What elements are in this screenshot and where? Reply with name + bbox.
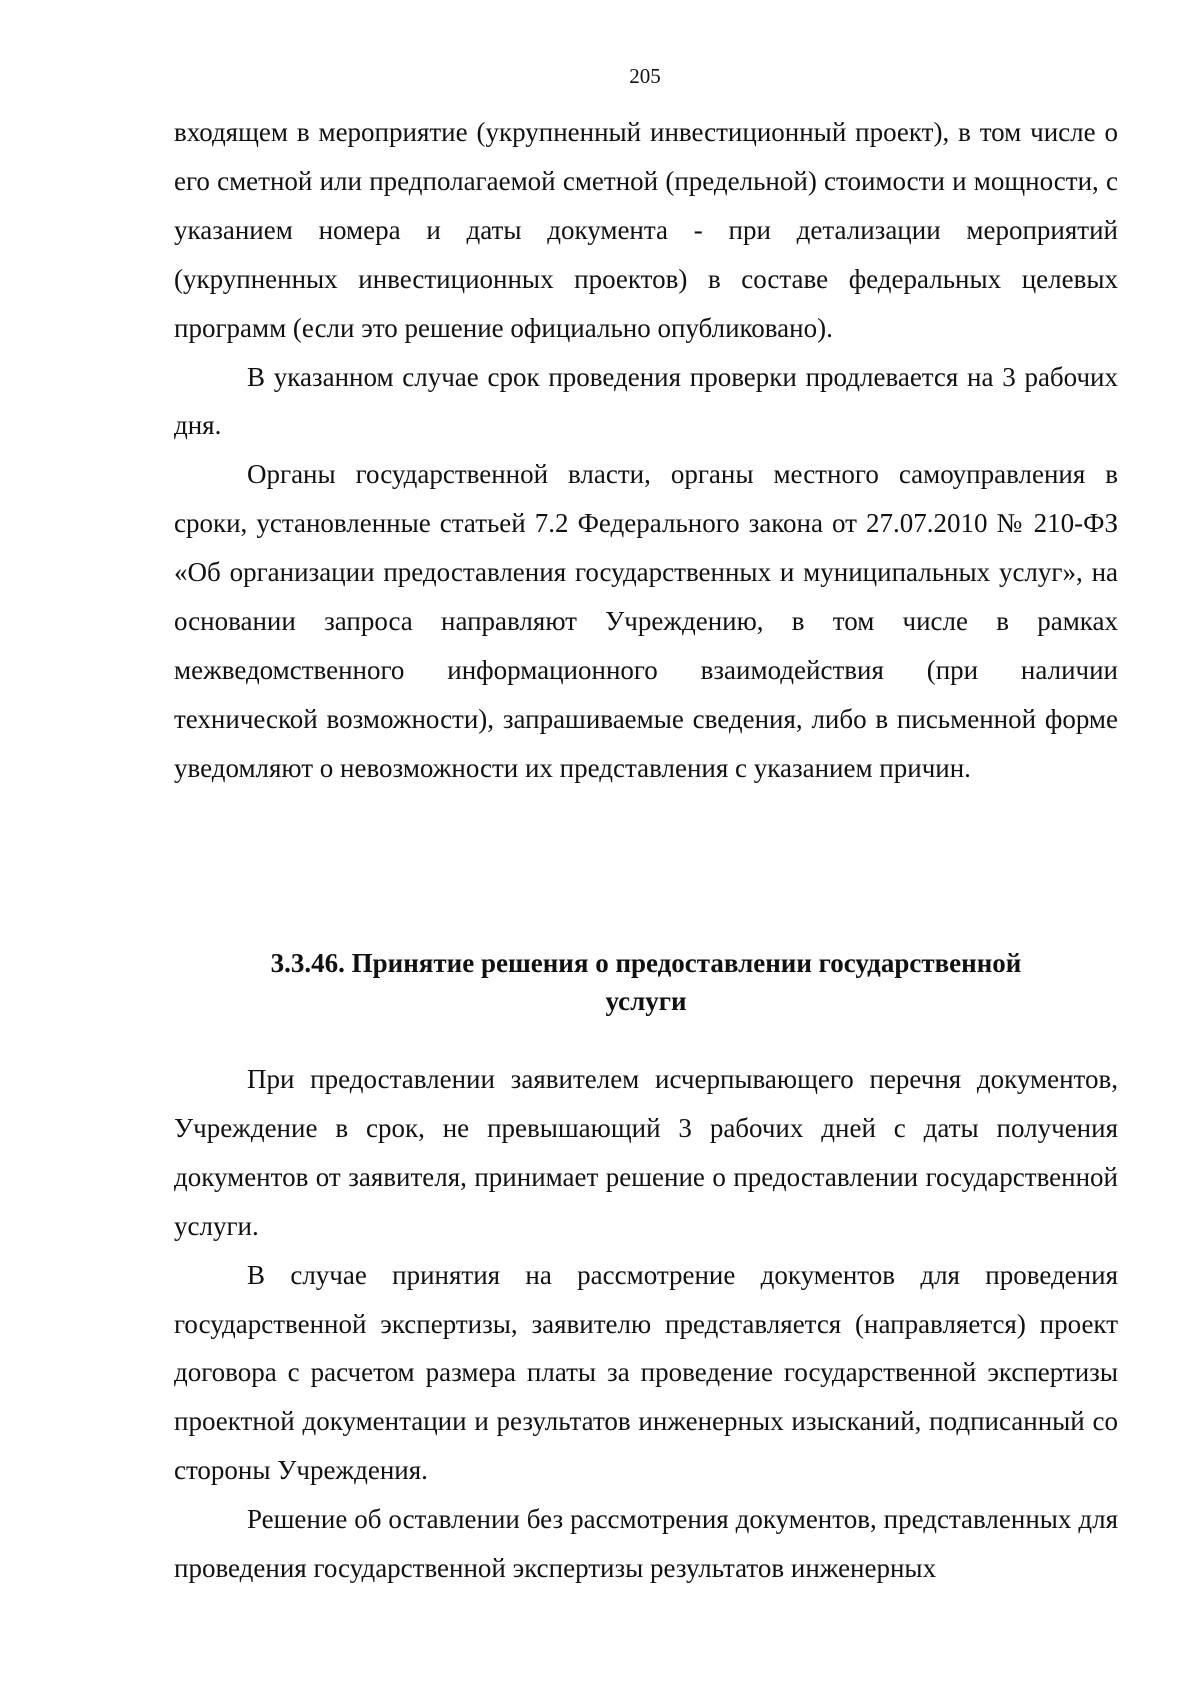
paragraph-decision: При предоставлении заявителем исчерпывающего перечня документов, Учреждение в срок, не превышающий 3 рабочих дней с даты получения документов от заявителя, принимает решение о предоставлении государственной услуги. [174, 1064, 1118, 1241]
page-number: 205 [629, 64, 661, 88]
paragraph-contract: В случае принятия на рассмотрение документов для проведения государственной экспертизы, заявителю представляется (направляется) проект договора с расчетом размера платы за проведение государственной экспертизы проектной документации и результатов инженерных изысканий, подписанный со стороны Учреждения. [174, 1259, 1118, 1486]
paragraph-continuation: входящем в мероприятие (укрупненный инвестиционный проект), в том числе о его сметной или предполагаемой сметной (предельной) стоимости и мощности, с указанием номера и даты документа - при детализации мероприятий (укрупненных инвестиционных проектов) в составе федеральных целевых программ (если это решение официально опубликовано). [174, 117, 1118, 343]
section-heading-line-2: услуги [605, 986, 687, 1016]
section-heading [174, 944, 1118, 1020]
paragraph-authorities: Органы государственной власти, органы местного самоуправления в сроки, установленные статьей 7.2 Федерального закона от 27.07.2010 № 210-ФЗ «Об организации предоставления государственных и муниципальных услуг», на основании запроса направляют Учреждению, в том числе в рамках межведомственного информационного взаимодействия (при наличии технической возможности), запрашиваемые сведения, либо в письменной форме уведомляют о невозможности их представления с указанием причин. [174, 459, 1118, 783]
text-block-top [174, 108, 1118, 793]
section-heading-line-1: 3.3.46. Принятие решения о предоставлении государственной [270, 948, 1022, 978]
paragraph-rejection: Решение об оставлении без рассмотрения документов, представленных для проведения государственной экспертизы результатов инженерных [174, 1504, 1118, 1584]
paragraph-extension-note: В указанном случае срок проведения проверки продлевается на 3 рабочих дня. [174, 361, 1118, 441]
text-block-bottom [174, 1055, 1118, 1593]
